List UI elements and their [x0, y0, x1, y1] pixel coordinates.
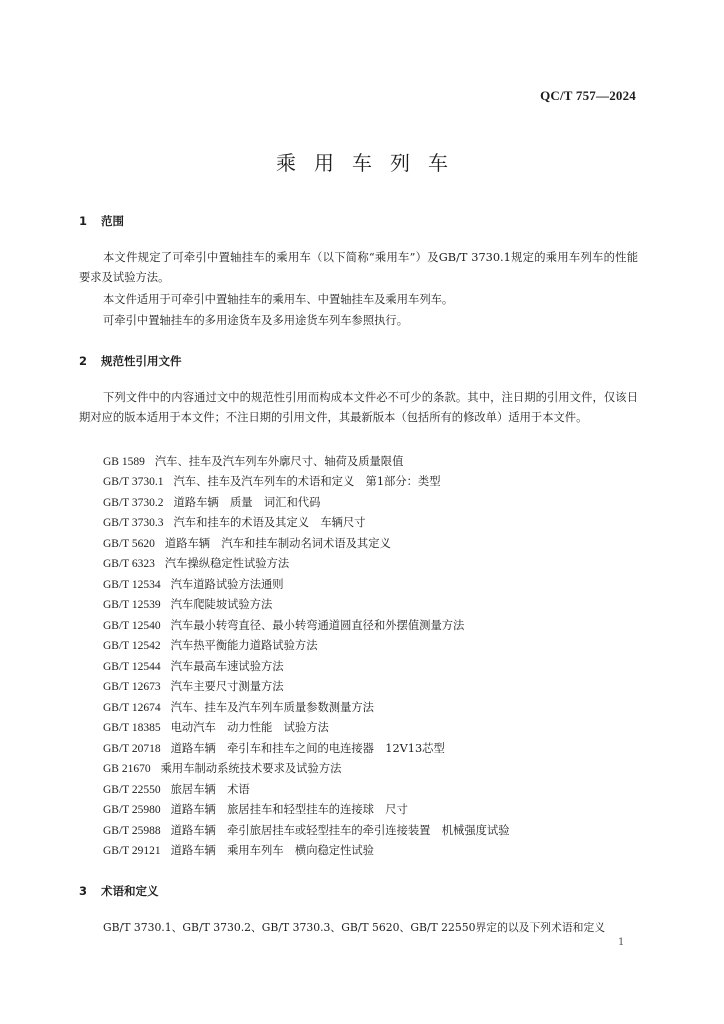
section-2-heading — [79, 353, 182, 369]
reference-item — [103, 555, 289, 571]
reference-title: 道路车辆 牵引车和挂车之间的电连接器 12V13芯型 — [170, 742, 445, 755]
reference-item — [103, 740, 445, 756]
reference-title: 汽车、挂车及汽车列车的术语和定义 第1部分：类型 — [173, 475, 441, 488]
reference-title: 汽车热平衡能力道路试验方法 — [170, 639, 318, 652]
reference-item — [103, 473, 441, 489]
reference-item — [103, 494, 320, 510]
reference-code: GB/T 12534 — [103, 579, 161, 591]
scope-paragraph-1: 本文件规定了可牵引中置轴挂车的乘用车（以下简称“乘用车”）及GB/T 3730.1规定的乘用车列车的性能要求及试验方法。 — [79, 251, 638, 284]
reference-code: GB/T 5620 — [103, 538, 155, 550]
reference-title: 道路车辆 汽车和挂车制动名词术语及其定义 — [164, 537, 391, 550]
reference-item — [103, 822, 510, 838]
scope-paragraph-2: 本文件适用于可牵引中置轴挂车的乘用车、中置轴挂车及乘用车列车。 — [103, 293, 454, 306]
reference-title: 汽车最小转弯直径、最小转弯通道圆直径和外摆值测量方法 — [170, 619, 465, 632]
section-number: 3 — [79, 884, 88, 898]
reference-title: 汽车道路试验方法通则 — [170, 578, 284, 591]
reference-code: GB/T 12539 — [103, 599, 161, 611]
reference-code: GB/T 12542 — [103, 640, 161, 652]
reference-code: GB/T 3730.3 — [103, 517, 164, 529]
document-title: 乘用车列车 — [276, 151, 466, 175]
document-code: QC/T 757—2024 — [540, 88, 636, 103]
reference-title: 汽车爬陡坡试验方法 — [170, 598, 273, 611]
reference-title: 道路车辆 牵引旅居挂车或轻型挂车的牵引连接装置 机械强度试验 — [170, 824, 510, 837]
reference-code: GB 1589 — [103, 456, 145, 468]
reference-code: GB/T 3730.2 — [103, 497, 164, 509]
reference-code: GB/T 12673 — [103, 681, 161, 693]
reference-item — [103, 514, 366, 530]
reference-code: GB/T 25988 — [103, 825, 161, 837]
reference-title: 乘用车制动系统技术要求及试验方法 — [160, 762, 342, 775]
reference-code: GB/T 12674 — [103, 702, 161, 714]
section-3-heading — [79, 883, 159, 899]
reference-item — [103, 719, 329, 735]
section-title: 范围 — [101, 214, 124, 228]
section-number: 2 — [79, 354, 88, 368]
reference-title: 汽车、挂车及汽车列车质量参数测量方法 — [170, 701, 374, 714]
section-title: 规范性引用文件 — [101, 354, 182, 368]
section-number: 1 — [79, 214, 88, 228]
reference-item — [103, 596, 272, 612]
section-1-heading — [79, 213, 124, 229]
reference-item — [103, 617, 464, 633]
reference-item — [103, 535, 391, 551]
reference-code: GB/T 12540 — [103, 620, 161, 632]
reference-code: GB/T 25980 — [103, 804, 161, 816]
reference-item — [103, 678, 284, 694]
section-title: 术语和定义 — [101, 884, 159, 898]
reference-code: GB/T 6323 — [103, 558, 155, 570]
reference-item — [103, 699, 374, 715]
reference-title: 道路车辆 乘用车列车 横向稳定性试验 — [170, 844, 374, 857]
page-number: 1 — [618, 937, 625, 948]
scope-paragraph-3: 可牵引中置轴挂车的多用途货车及多用途货车列车参照执行。 — [103, 314, 409, 327]
reference-code: GB 21670 — [103, 763, 151, 775]
reference-title: 汽车、挂车及汽车列车外廓尺寸、轴荷及质量限值 — [154, 455, 404, 468]
reference-title: 汽车主要尺寸测量方法 — [170, 680, 284, 693]
reference-item — [103, 760, 341, 776]
reference-title: 汽车和挂车的术语及其定义 车辆尺寸 — [173, 516, 366, 529]
terms-paragraph: GB/T 3730.1、GB/T 3730.2、GB/T 3730.3、GB/T 5620、GB/T 22550界定的以及下列术语和定义 — [103, 921, 606, 934]
reference-title: 道路车辆 质量 词汇和代码 — [173, 496, 321, 509]
reference-item — [103, 658, 284, 674]
reference-code: GB/T 3730.1 — [103, 476, 164, 488]
reference-code: GB/T 18385 — [103, 722, 161, 734]
reference-item — [103, 842, 374, 858]
reference-title: 旅居车辆 术语 — [170, 783, 250, 796]
reference-code: GB/T 12544 — [103, 661, 161, 673]
reference-title: 道路车辆 旅居挂车和轻型挂车的连接球 尺寸 — [170, 803, 408, 816]
reference-title: 汽车操纵稳定性试验方法 — [164, 557, 290, 570]
reference-item — [103, 801, 408, 817]
reference-code: GB/T 20718 — [103, 743, 161, 755]
reference-title: 汽车最高车速试验方法 — [170, 660, 284, 673]
reference-item — [103, 637, 318, 653]
references-intro: 下列文件中的内容通过文中的规范性引用而构成本文件必不可少的条款。其中，注日期的引用文件，仅该日期对应的版本适用于本文件；不注日期的引用文件，其最新版本（包括所有的修改单）适用于本文件。 — [79, 391, 638, 424]
reference-code: GB/T 22550 — [103, 784, 161, 796]
reference-item — [103, 576, 284, 592]
reference-item — [103, 453, 403, 469]
reference-code: GB/T 29121 — [103, 845, 161, 857]
reference-title: 电动汽车 动力性能 试验方法 — [170, 721, 329, 734]
reference-item — [103, 781, 250, 797]
